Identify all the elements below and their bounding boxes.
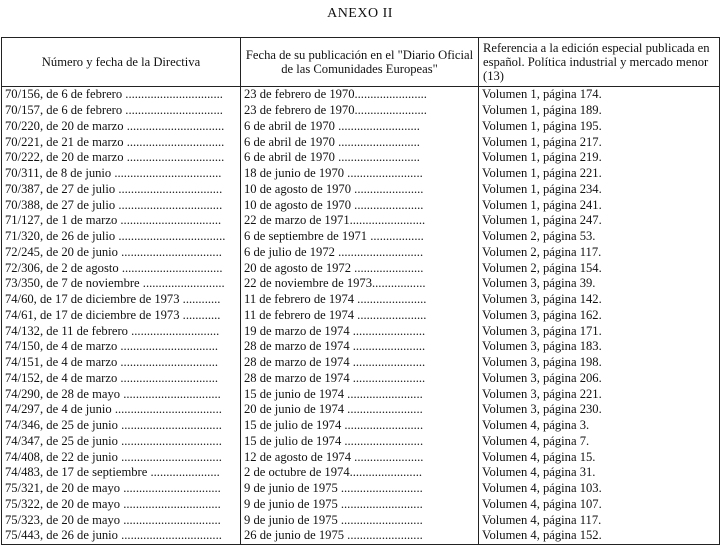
publicacion-cell: 12 de agosto de 1974 ......................: [241, 449, 479, 465]
directiva-cell: 70/220, de 20 de marzo ...............................: [2, 119, 241, 135]
referencia-cell: Volumen 4, página 15.: [479, 449, 720, 465]
referencia-cell: Volumen 1, página 221.: [479, 166, 720, 182]
referencia-cell: Volumen 3, página 142.: [479, 292, 720, 308]
referencia-cell: Volumen 1, página 195.: [479, 119, 720, 135]
publicacion-cell: 10 de agosto de 1970 ......................: [241, 182, 479, 198]
referencia-cell: Volumen 2, página 53.: [479, 229, 720, 245]
directiva-cell: 75/321, de 20 de mayo ...............................: [2, 481, 241, 497]
directiva-cell: 74/152, de 4 de marzo ...............................: [2, 371, 241, 387]
publicacion-cell: 15 de julio de 1974 .........................: [241, 434, 479, 450]
table-row: [2, 323, 720, 339]
table-row: [2, 229, 720, 245]
referencia-cell: Volumen 1, página 234.: [479, 182, 720, 198]
table-row: [2, 497, 720, 513]
publicacion-cell: 6 de julio de 1972 ...........................: [241, 245, 479, 261]
table-header-row: [2, 38, 720, 87]
directiva-cell: 74/132, de 11 de febrero ............................: [2, 323, 241, 339]
publicacion-cell: 23 de febrero de 1970.......................: [241, 103, 479, 119]
directiva-cell: 74/290, de 28 de mayo ...............................: [2, 386, 241, 402]
directiva-cell: 72/306, de 2 de agosto ................................: [2, 260, 241, 276]
referencia-cell: Volumen 1, página 174.: [479, 87, 720, 103]
publicacion-cell: 6 de abril de 1970 ..........................: [241, 134, 479, 150]
publicacion-cell: 9 de junio de 1975 ..........................: [241, 512, 479, 528]
table-row: [2, 355, 720, 371]
directives-table: [1, 37, 720, 545]
publicacion-cell: 6 de abril de 1970 ..........................: [241, 119, 479, 135]
directiva-cell: 70/157, de 6 de febrero ...............................: [2, 103, 241, 119]
referencia-cell: Volumen 2, página 154.: [479, 260, 720, 276]
table-row: [2, 292, 720, 308]
publicacion-cell: 23 de febrero de 1970.......................: [241, 87, 479, 103]
referencia-cell: Volumen 4, página 31.: [479, 465, 720, 481]
table-row: [2, 339, 720, 355]
table-row: [2, 213, 720, 229]
directiva-cell: 74/60, de 17 de diciembre de 1973 ............: [2, 292, 241, 308]
table-row: [2, 87, 720, 103]
table-row: [2, 260, 720, 276]
publicacion-cell: 6 de abril de 1970 ..........................: [241, 150, 479, 166]
table-row: [2, 402, 720, 418]
directiva-cell: 70/221, de 21 de marzo ...............................: [2, 134, 241, 150]
directiva-cell: 70/156, de 6 de febrero ...............................: [2, 87, 241, 103]
directiva-cell: 70/388, de 27 de julio .................................: [2, 197, 241, 213]
publicacion-cell: 11 de febrero de 1974 ......................: [241, 292, 479, 308]
table-body: [2, 87, 720, 545]
directiva-cell: 70/387, de 27 de julio .................................: [2, 182, 241, 198]
table-row: [2, 371, 720, 387]
directiva-cell: 75/443, de 26 de junio ................................: [2, 528, 241, 544]
publicacion-cell: 26 de junio de 1975 ........................: [241, 528, 479, 544]
referencia-cell: Volumen 3, página 198.: [479, 355, 720, 371]
referencia-cell: Volumen 1, página 189.: [479, 103, 720, 119]
referencia-cell: Volumen 3, página 183.: [479, 339, 720, 355]
table-row: [2, 449, 720, 465]
referencia-cell: Volumen 4, página 103.: [479, 481, 720, 497]
referencia-cell: Volumen 3, página 230.: [479, 402, 720, 418]
publicacion-cell: 11 de febrero de 1974 ......................: [241, 308, 479, 324]
directiva-cell: 74/297, de 4 de junio ..................................: [2, 402, 241, 418]
table-row: [2, 308, 720, 324]
table-row: [2, 197, 720, 213]
table-row: [2, 119, 720, 135]
referencia-cell: Volumen 1, página 241.: [479, 197, 720, 213]
directiva-cell: 74/408, de 22 de junio ................................: [2, 449, 241, 465]
directiva-cell: 74/483, de 17 de septiembre ......................: [2, 465, 241, 481]
publicacion-cell: 22 de marzo de 1971........................: [241, 213, 479, 229]
column-header-referencia: Referencia a la edición especial publicada en español. Política industrial y mercado menor (13): [479, 38, 720, 87]
table-row: [2, 245, 720, 261]
column-header-publicacion: Fecha de su publicación en el "Diario Oficial de las Comunidades Europeas": [241, 38, 479, 87]
publicacion-cell: 28 de marzo de 1974 .......................: [241, 355, 479, 371]
table-row: [2, 528, 720, 544]
page-title: ANEXO II: [327, 6, 393, 21]
publicacion-cell: 28 de marzo de 1974 .......................: [241, 339, 479, 355]
publicacion-cell: 28 de marzo de 1974 .......................: [241, 371, 479, 387]
table-row: [2, 418, 720, 434]
referencia-cell: Volumen 3, página 39.: [479, 276, 720, 292]
directiva-cell: 74/151, de 4 de marzo ...............................: [2, 355, 241, 371]
publicacion-cell: 15 de julio de 1974 .........................: [241, 418, 479, 434]
publicacion-cell: 15 de junio de 1974 ........................: [241, 386, 479, 402]
table-row: [2, 103, 720, 119]
referencia-cell: Volumen 3, página 162.: [479, 308, 720, 324]
referencia-cell: Volumen 4, página 152.: [479, 528, 720, 544]
directiva-cell: 70/222, de 20 de marzo ...............................: [2, 150, 241, 166]
referencia-cell: Volumen 4, página 107.: [479, 497, 720, 513]
table-row: [2, 150, 720, 166]
table-row: [2, 166, 720, 182]
referencia-cell: Volumen 1, página 217.: [479, 134, 720, 150]
publicacion-cell: 2 de octubre de 1974.......................: [241, 465, 479, 481]
referencia-cell: Volumen 1, página 219.: [479, 150, 720, 166]
referencia-cell: Volumen 4, página 117.: [479, 512, 720, 528]
table-row: [2, 386, 720, 402]
directiva-cell: 75/323, de 20 de mayo ...............................: [2, 512, 241, 528]
table-row: [2, 434, 720, 450]
directiva-cell: 73/350, de 7 de noviembre ..........................: [2, 276, 241, 292]
table-row: [2, 481, 720, 497]
publicacion-cell: 19 de marzo de 1974 .......................: [241, 323, 479, 339]
directiva-cell: 74/347, de 25 de junio ................................: [2, 434, 241, 450]
directiva-cell: 71/127, de 1 de marzo ................................: [2, 213, 241, 229]
publicacion-cell: 10 de agosto de 1970 ......................: [241, 197, 479, 213]
referencia-cell: Volumen 4, página 3.: [479, 418, 720, 434]
table-row: [2, 182, 720, 198]
referencia-cell: Volumen 3, página 171.: [479, 323, 720, 339]
directiva-cell: 74/150, de 4 de marzo ...............................: [2, 339, 241, 355]
publicacion-cell: 6 de septiembre de 1971 .................: [241, 229, 479, 245]
publicacion-cell: 20 de junio de 1974 ........................: [241, 402, 479, 418]
directiva-cell: 74/346, de 25 de junio ................................: [2, 418, 241, 434]
directiva-cell: 75/322, de 20 de mayo ...............................: [2, 497, 241, 513]
column-header-directiva: Número y fecha de la Directiva: [2, 38, 241, 87]
referencia-cell: Volumen 3, página 221.: [479, 386, 720, 402]
referencia-cell: Volumen 3, página 206.: [479, 371, 720, 387]
directiva-cell: 72/245, de 20 de junio ................................: [2, 245, 241, 261]
table-row: [2, 465, 720, 481]
publicacion-cell: 9 de junio de 1975 ..........................: [241, 481, 479, 497]
table-row: [2, 134, 720, 150]
publicacion-cell: 18 de junio de 1970 ........................: [241, 166, 479, 182]
table-row: [2, 512, 720, 528]
referencia-cell: Volumen 4, página 7.: [479, 434, 720, 450]
referencia-cell: Volumen 1, página 247.: [479, 213, 720, 229]
table-row: [2, 276, 720, 292]
publicacion-cell: 22 de noviembre de 1973.................: [241, 276, 479, 292]
directiva-cell: 70/311, de 8 de junio ..................................: [2, 166, 241, 182]
referencia-cell: Volumen 2, página 117.: [479, 245, 720, 261]
publicacion-cell: 9 de junio de 1975 ..........................: [241, 497, 479, 513]
directiva-cell: 74/61, de 17 de diciembre de 1973 ............: [2, 308, 241, 324]
directiva-cell: 71/320, de 26 de julio ..................................: [2, 229, 241, 245]
publicacion-cell: 20 de agosto de 1972 ......................: [241, 260, 479, 276]
